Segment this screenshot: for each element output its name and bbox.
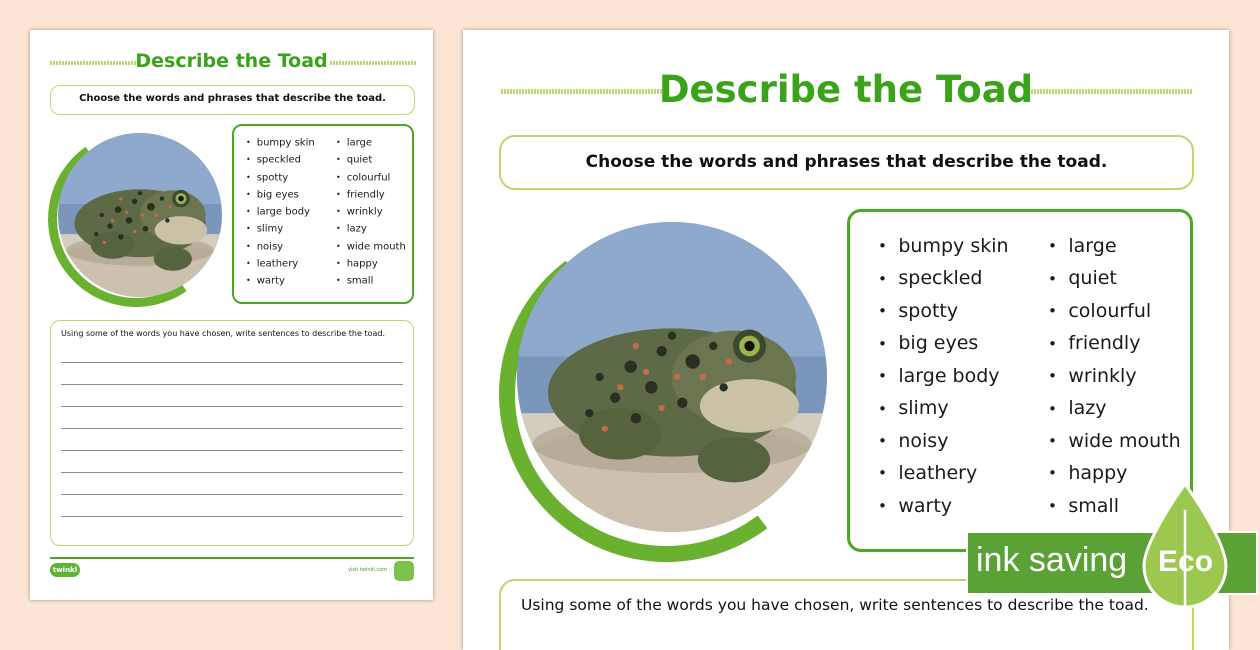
footer-url: visit twinkl.com bbox=[348, 567, 388, 573]
word-item: • leathery bbox=[878, 457, 1009, 489]
writing-line bbox=[61, 406, 403, 407]
word-item: • large body bbox=[878, 360, 1009, 392]
word-item: • large bbox=[1048, 230, 1181, 262]
word-item: • wide mouth bbox=[1048, 425, 1181, 457]
word-item: • noisy bbox=[878, 425, 1009, 457]
word-item: • lazy bbox=[336, 221, 406, 238]
writing-line bbox=[61, 516, 403, 517]
word-item: • friendly bbox=[336, 187, 406, 204]
word-item: • speckled bbox=[246, 152, 315, 169]
footer-rule bbox=[50, 557, 414, 559]
footer-badge-icon bbox=[394, 561, 414, 581]
word-item: • quiet bbox=[1048, 262, 1181, 294]
word-item: • slimy bbox=[246, 221, 315, 238]
writing-line bbox=[61, 384, 403, 385]
word-item: • happy bbox=[336, 256, 406, 273]
writing-prompt: Using some of the words you have chosen, write sentences to describe the toad. bbox=[521, 596, 1149, 614]
page-title: Describe the Toad bbox=[658, 68, 1034, 111]
word-item: • wrinkly bbox=[336, 204, 406, 221]
writing-line bbox=[61, 362, 403, 363]
logo-text: twinkl bbox=[52, 566, 78, 574]
word-list-right bbox=[336, 135, 406, 291]
word-item: • wide mouth bbox=[336, 239, 406, 256]
toad-photo bbox=[517, 222, 827, 532]
writing-line bbox=[61, 450, 403, 451]
word-item: • large bbox=[336, 135, 406, 152]
writing-box bbox=[50, 320, 414, 546]
word-item: • noisy bbox=[246, 239, 315, 256]
word-item: • small bbox=[1048, 490, 1181, 522]
word-item: • bumpy skin bbox=[246, 135, 315, 152]
instruction-box bbox=[50, 85, 415, 115]
word-item: • wrinkly bbox=[1048, 360, 1181, 392]
instruction-text: Choose the words and phrases that describe the toad. bbox=[79, 93, 386, 104]
word-item: • quiet bbox=[336, 152, 406, 169]
word-item: • bumpy skin bbox=[878, 230, 1009, 262]
word-item: • friendly bbox=[1048, 327, 1181, 359]
toad-photo bbox=[58, 133, 222, 297]
word-item: • colourful bbox=[1048, 295, 1181, 327]
badge-label: ink saving bbox=[976, 541, 1128, 579]
writing-line bbox=[61, 472, 403, 473]
writing-prompt: Using some of the words you have chosen, write sentences to describe the toad. bbox=[61, 329, 385, 338]
word-list-left bbox=[246, 135, 315, 291]
word-item: • large body bbox=[246, 204, 315, 221]
word-item: • slimy bbox=[878, 392, 1009, 424]
word-item: • happy bbox=[1048, 457, 1181, 489]
word-item: • lazy bbox=[1048, 392, 1181, 424]
writing-line bbox=[61, 428, 403, 429]
writing-line bbox=[61, 494, 403, 495]
word-item: • big eyes bbox=[878, 327, 1009, 359]
word-item: • speckled bbox=[878, 262, 1009, 294]
instruction-text: Choose the words and phrases that describe the toad. bbox=[585, 152, 1108, 172]
word-list-left bbox=[878, 230, 1009, 522]
word-item: • big eyes bbox=[246, 187, 315, 204]
word-item: • warty bbox=[878, 490, 1009, 522]
instruction-box bbox=[499, 135, 1194, 190]
twinkl-logo bbox=[50, 563, 80, 577]
word-bank bbox=[232, 124, 414, 304]
word-item: • spotty bbox=[878, 295, 1009, 327]
eco-label: Eco bbox=[1158, 545, 1214, 578]
word-item: • leathery bbox=[246, 256, 315, 273]
worksheet-preview-small bbox=[30, 30, 433, 600]
word-list-right bbox=[1048, 230, 1181, 522]
word-item: • colourful bbox=[336, 170, 406, 187]
word-item: • spotty bbox=[246, 170, 315, 187]
word-item: • warty bbox=[246, 273, 315, 290]
word-item: • small bbox=[336, 273, 406, 290]
page-title: Describe the Toad bbox=[135, 50, 328, 72]
